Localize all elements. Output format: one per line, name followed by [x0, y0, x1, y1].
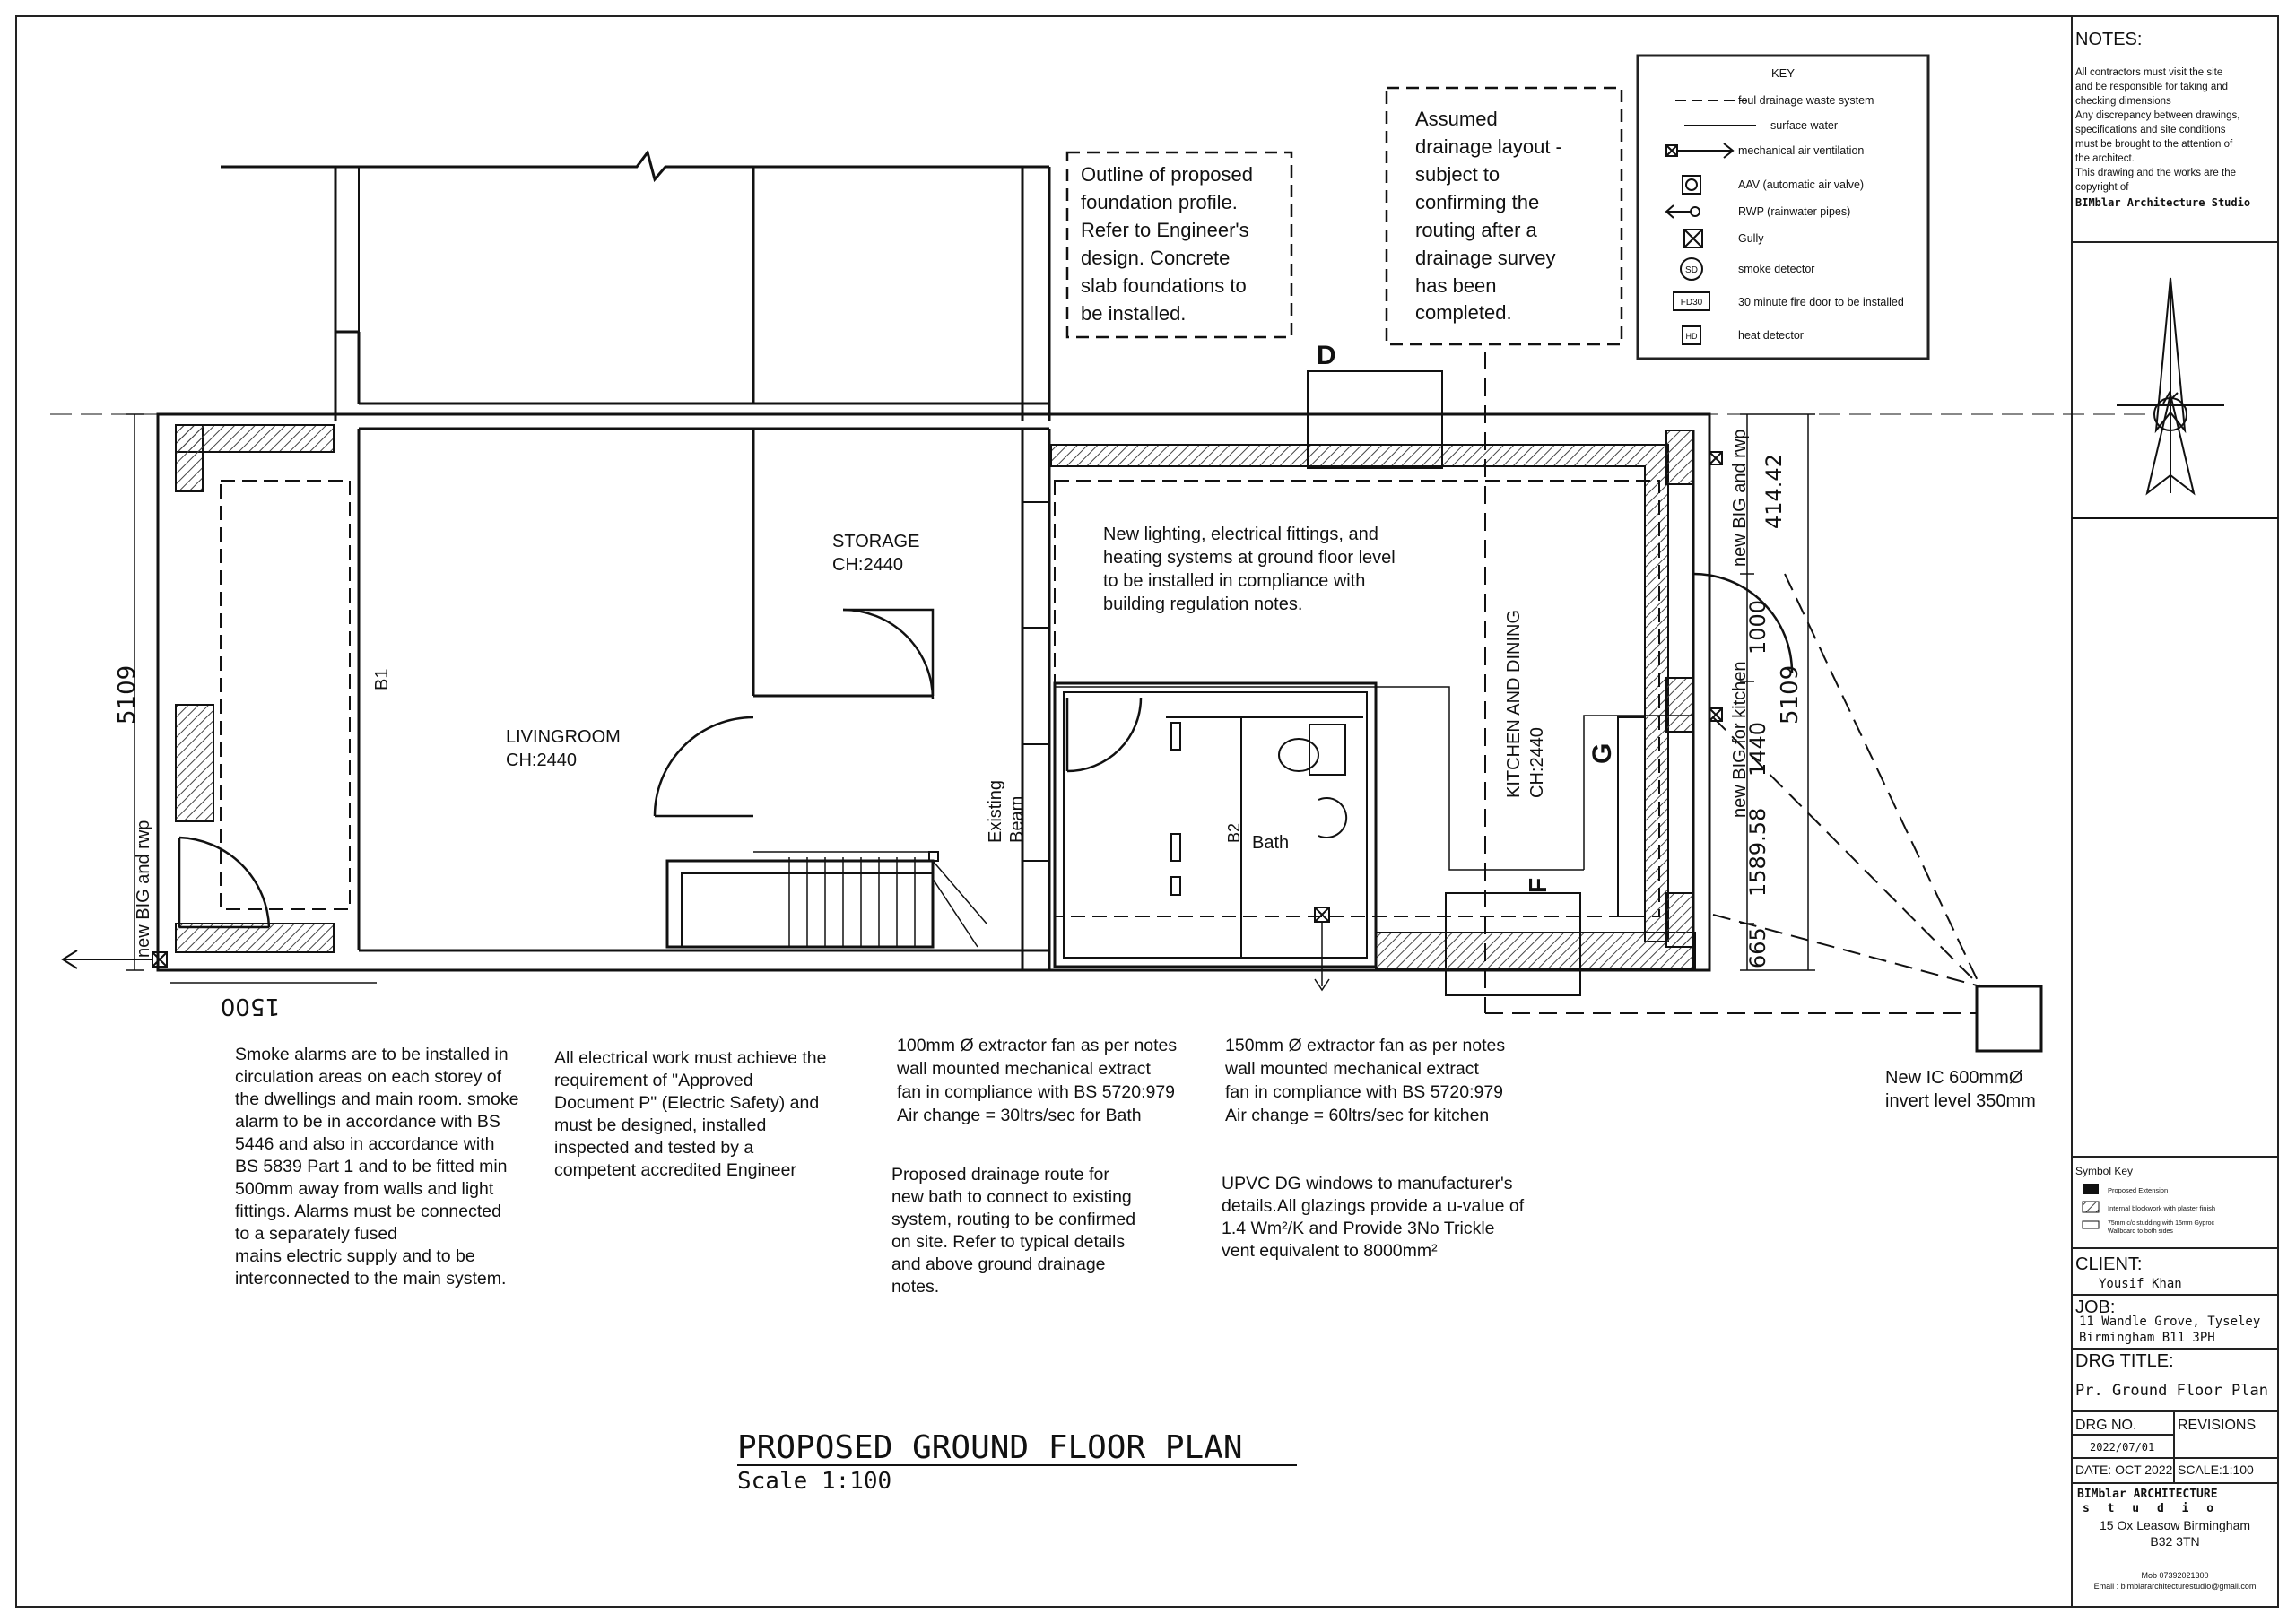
svg-text:mains electric supply and to b: mains electric supply and to be [235, 1246, 475, 1266]
rwp-label-right-top: new BIG and rwp [1730, 429, 1750, 567]
svg-text:BS 5839 Part 1 and to be fitte: BS 5839 Part 1 and to be fitted min [235, 1157, 508, 1176]
dim-right-segment: 1440 [1745, 721, 1770, 777]
job-value: 11 Wandle Grove, Tyseley [2079, 1315, 2261, 1329]
kitchen-fan-note [1224, 1036, 1505, 1125]
key-label: mechanical air ventilation [1738, 144, 1865, 157]
callout-line: drainage layout - [1415, 135, 1562, 158]
beam-label-b1: B1 [372, 668, 392, 690]
rwp-label-right-mid: new BIG for kitchen [1730, 661, 1750, 818]
svg-text:inspected and tested by a: inspected and tested by a [554, 1138, 754, 1158]
symbol-key [2072, 1157, 2278, 1248]
studio-email: Email : bimblararchitecturestudio@gmail.com [2093, 1582, 2257, 1591]
notes-line: must be brought to the attention of [2075, 139, 2233, 150]
key-legend [1638, 56, 1928, 359]
callout-line: completed. [1415, 301, 1512, 324]
notes-line: copyright of [2075, 182, 2129, 193]
proposed-extension-swatch [2083, 1184, 2099, 1194]
rwp-label-left: new BIG and rwp [134, 820, 153, 958]
notes-studio: BIMblar Architecture Studio [2075, 196, 2251, 209]
client-label: CLIENT: [2075, 1254, 2143, 1274]
svg-text:1.4 Wm²/K and Provide 3No Tric: 1.4 Wm²/K and Provide 3No Trickle [1222, 1219, 1495, 1238]
symbol-key-title: Symbol Key [2075, 1165, 2134, 1177]
studio-mobile: Mob 07392021300 [2141, 1571, 2209, 1580]
vent-arrow-icon [1666, 143, 1733, 158]
svg-text:notes.: notes. [891, 1277, 940, 1297]
svg-text:must be designed, installed: must be designed, installed [554, 1115, 767, 1135]
dim-left-height: 5109 [114, 664, 141, 725]
callout-line: Outline of proposed [1081, 163, 1254, 186]
windows-note [1222, 1174, 1525, 1261]
studio-subtitle: s t u d i o [2083, 1502, 2220, 1515]
svg-text:150mm Ø extractor fan as per n: 150mm Ø extractor fan as per notes [1225, 1036, 1506, 1055]
svg-text:circulation areas on each stor: circulation areas on each storey of [235, 1067, 501, 1087]
svg-text:fan in compliance with BS 5720: fan in compliance with BS 5720:979 [1225, 1082, 1504, 1102]
gully-icon [1684, 230, 1702, 247]
callout-line: subject to [1415, 163, 1500, 186]
callout-line: routing after a [1415, 219, 1537, 241]
svg-text:and above ground drainage: and above ground drainage [891, 1254, 1106, 1274]
revisions-label: REVISIONS [2178, 1418, 2257, 1433]
svg-text:new bath to connect to existin: new bath to connect to existing [891, 1187, 1132, 1207]
dim-right-segment: 1000 [1745, 599, 1770, 655]
svg-text:Air change = 60ltrs/sec for ki: Air change = 60ltrs/sec for kitchen [1225, 1106, 1490, 1125]
north-arrow-icon [2072, 278, 2278, 518]
room-ceiling-living: CH:2440 [506, 751, 577, 770]
room-ceiling-kitchen: CH:2440 [1527, 727, 1547, 798]
callout-line: confirming the [1415, 191, 1540, 213]
callout-line: drainage survey [1415, 247, 1556, 269]
svg-text:Document P" (Electric Safety): Document P" (Electric Safety) and [554, 1093, 820, 1113]
drg-no-value: 2022/07/01 [2090, 1441, 2155, 1454]
date-value: DATE: OCT 2022 [2075, 1462, 2173, 1477]
key-title: KEY [1770, 66, 1796, 80]
callout-line: has been [1415, 274, 1497, 297]
notes-line: and be responsible for taking and [2075, 82, 2229, 92]
dim-right-segment: 414.42 [1761, 454, 1787, 529]
svg-text:wall mounted mechanical extrac: wall mounted mechanical extract [1225, 1059, 1479, 1079]
svg-text:wall mounted mechanical extrac: wall mounted mechanical extract [897, 1059, 1151, 1079]
notes-panel [2072, 30, 2278, 242]
job-value: Birmingham B11 3PH [2079, 1331, 2215, 1345]
electrical-note [554, 1048, 826, 1180]
svg-text:requirement of "Approved: requirement of "Approved [554, 1071, 753, 1090]
key-label: Gully [1738, 232, 1764, 245]
dim-right-segment: 1589.58 [1745, 807, 1770, 897]
fd30-code: FD30 [1680, 298, 1703, 308]
drainage-callout [1387, 88, 1622, 344]
notes-line: the architect. [2075, 153, 2135, 164]
svg-text:All electrical work must achie: All electrical work must achieve the [554, 1048, 827, 1068]
notes-title: NOTES: [2075, 30, 2143, 49]
title-block [2072, 1254, 2278, 1591]
drainage-route-note [891, 1165, 1135, 1297]
callout-line: design. Concrete [1081, 247, 1231, 269]
room-label-living: LIVINGROOM [506, 727, 621, 747]
studio-address: 15 Ox Leasow Birmingham [2099, 1518, 2251, 1532]
beam-label-existing: Existing [986, 779, 1005, 843]
key-label: heat detector [1738, 329, 1804, 342]
drg-no-label: DRG NO. [2075, 1418, 2137, 1433]
studio-address: B32 3TN [2150, 1534, 2200, 1549]
callout-line: Refer to Engineer's [1081, 219, 1249, 241]
symbol-key-item: Internal blockwork with plaster finish [2108, 1204, 2216, 1212]
svg-text:5446 and also in accordance wi: 5446 and also in accordance with [235, 1134, 495, 1154]
hd-code: HD [1685, 332, 1698, 341]
marker-g: G [1587, 742, 1617, 764]
key-label: RWP (rainwater pipes) [1738, 205, 1851, 218]
notes-line: checking dimensions [2075, 96, 2171, 107]
room-label-kitchen: KITCHEN AND DINING [1504, 609, 1524, 798]
svg-text:fan in compliance with BS 5720: fan in compliance with BS 5720:979 [897, 1082, 1176, 1102]
svg-text:UPVC DG windows to manufacture: UPVC DG windows to manufacturer's [1222, 1174, 1513, 1193]
symbol-key-item: 75mm c/c studding with 15mm Gyproc [2108, 1220, 2215, 1227]
drawing-title-scale: Scale 1:100 [737, 1468, 892, 1495]
notes-line: specifications and site conditions [2075, 125, 2226, 135]
marker-f: F [1524, 877, 1552, 893]
rwp-icon [1666, 205, 1700, 218]
dim-right-segment: 665 [1745, 927, 1770, 968]
svg-text:alarm to be in accordance with: alarm to be in accordance with BS [235, 1112, 500, 1132]
sd-code: SD [1685, 265, 1698, 275]
symbol-key-item: Proposed Extension [2108, 1186, 2169, 1194]
callout-line: foundation profile. [1081, 191, 1238, 213]
symbol-key-item: Wallboard to both sides [2108, 1228, 2173, 1235]
svg-text:fittings. Alarms must be conn: fittings. Alarms must be connected [235, 1202, 501, 1221]
svg-text:100mm Ø extractor fan as per n: 100mm Ø extractor fan as per notes [897, 1036, 1178, 1055]
bath-fan-note [896, 1036, 1177, 1125]
lighting-note: to be installed in compliance with [1103, 571, 1366, 591]
smoke-alarm-note [235, 1045, 519, 1289]
notes-line: Any discrepancy between drawings, [2075, 110, 2240, 121]
inspection-chamber [1977, 986, 2041, 1051]
svg-text:competent accredited Engineer: competent accredited Engineer [554, 1160, 796, 1180]
room-label-bath: Bath [1252, 833, 1290, 853]
aav-icon [1683, 176, 1700, 194]
key-label: AAV (automatic air valve) [1738, 178, 1865, 191]
key-label: 30 minute fire door to be installed [1738, 296, 1904, 308]
svg-text:the dwellings and main room. s: the dwellings and main room. smoke [235, 1089, 519, 1109]
key-label: foul drainage waste system [1738, 94, 1874, 107]
drawing-title [737, 1429, 1297, 1495]
ic-note: invert level 350mm [1885, 1091, 2036, 1111]
scale-value: SCALE:1:100 [2178, 1462, 2254, 1477]
beam-label-beam: Beam [1007, 795, 1027, 843]
svg-text:Proposed drainage route for: Proposed drainage route for [891, 1165, 1109, 1185]
studio-name: BIMblar ARCHITECTURE [2077, 1488, 2218, 1501]
key-label: smoke detector [1738, 263, 1815, 275]
lighting-note: heating systems at ground floor level [1103, 548, 1396, 568]
client-value: Yousif Khan [2099, 1277, 2182, 1291]
svg-text:vent equivalent to 8000mm²: vent equivalent to 8000mm² [1222, 1241, 1438, 1261]
drg-title-value: Pr. Ground Floor Plan [2075, 1382, 2268, 1400]
lighting-note: building regulation notes. [1103, 595, 1303, 614]
callout-line: Assumed [1415, 108, 1498, 130]
blockwork-swatch [2083, 1202, 2099, 1212]
svg-text:interconnected to the main sys: interconnected to the main system. [235, 1269, 507, 1289]
callout-line: be installed. [1081, 302, 1187, 325]
svg-text:Air change = 30ltrs/sec for Ba: Air change = 30ltrs/sec for Bath [897, 1106, 1142, 1125]
job-label: JOB: [2075, 1298, 2116, 1317]
svg-text:Smoke alarms are to be install: Smoke alarms are to be installed in [235, 1045, 509, 1064]
beam-label-b2: B2 [1225, 822, 1243, 843]
notes-line: All contractors must visit the site [2075, 67, 2223, 78]
dim-right-outer: 5109 [1777, 664, 1804, 725]
svg-text:500mm away from walls and ligh: 500mm away from walls and light [235, 1179, 494, 1199]
foundation-callout [1067, 152, 1292, 337]
svg-text:system, routing to be confirme: system, routing to be confirmed [891, 1210, 1136, 1229]
ic-note: New IC 600mmØ [1885, 1068, 2023, 1088]
drawing-title-main: PROPOSED GROUND FLOOR PLAN [737, 1429, 1243, 1466]
notes-line: This drawing and the works are the [2075, 168, 2236, 178]
svg-text:on site. Refer to typical deta: on site. Refer to typical details [891, 1232, 1126, 1252]
room-ceiling-storage: CH:2440 [832, 555, 903, 575]
dim-left-bottom: 1500 [220, 993, 280, 1020]
lighting-note: New lighting, electrical fittings, and [1103, 525, 1378, 544]
studding-swatch [2083, 1221, 2099, 1228]
callout-line: slab foundations to [1081, 274, 1247, 297]
key-label: surface water [1770, 119, 1839, 132]
svg-text:details.All glazings provide a: details.All glazings provide a u-value of [1222, 1196, 1525, 1216]
marker-d: D [1317, 341, 1336, 370]
room-label-storage: STORAGE [832, 532, 920, 551]
svg-text:to a separately fused: to a separately fused [235, 1224, 398, 1244]
drg-title-label: DRG TITLE: [2075, 1351, 2174, 1371]
